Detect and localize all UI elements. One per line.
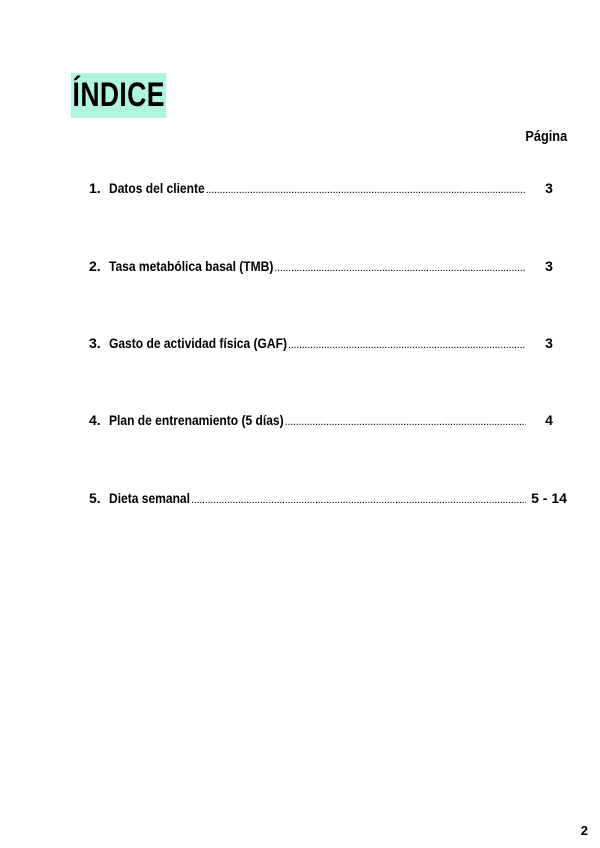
toc-entry-label: Datos del cliente: [109, 180, 205, 196]
toc-entry-label: Plan de entrenamiento (5 días): [109, 412, 284, 428]
toc-dot-leader: [285, 414, 526, 430]
toc-entry-page: 3: [545, 180, 553, 196]
toc-dot-leader: [191, 492, 526, 508]
toc-entry-number: 1.: [89, 180, 101, 196]
toc-entry-page: 3: [545, 258, 553, 274]
toc-dot-leader: [206, 182, 526, 198]
toc-entry-page: 3: [545, 335, 553, 351]
toc-entry-number: 4.: [89, 412, 101, 428]
toc-dot-leader: [274, 260, 526, 276]
toc-entry-number: 2.: [89, 258, 101, 274]
toc-entry-datos-del-cliente[interactable]: [89, 178, 572, 198]
toc-entry-page: 5 - 14: [531, 490, 567, 506]
toc-entry-label: Dieta semanal: [109, 490, 190, 506]
page-title: ÍNDICE: [71, 73, 166, 118]
toc-entry-page: 4: [545, 412, 553, 428]
toc-entry-gasto-actividad-fisica[interactable]: [89, 333, 572, 353]
toc-entry-label: Tasa metabólica basal (TMB): [109, 258, 274, 274]
toc-entry-number: 3.: [89, 335, 101, 351]
page-column-label: Página: [525, 128, 567, 145]
toc-entry-label: Gasto de actividad física (GAF): [109, 335, 287, 351]
page-number: 2: [580, 823, 588, 838]
toc-entry-tasa-metabolica-basal[interactable]: [89, 256, 572, 276]
toc-entry-dieta-semanal[interactable]: [89, 488, 572, 508]
toc-entry-plan-de-entrenamiento[interactable]: [89, 410, 572, 430]
toc-dot-leader: [288, 337, 526, 353]
toc-entry-number: 5.: [89, 490, 101, 506]
